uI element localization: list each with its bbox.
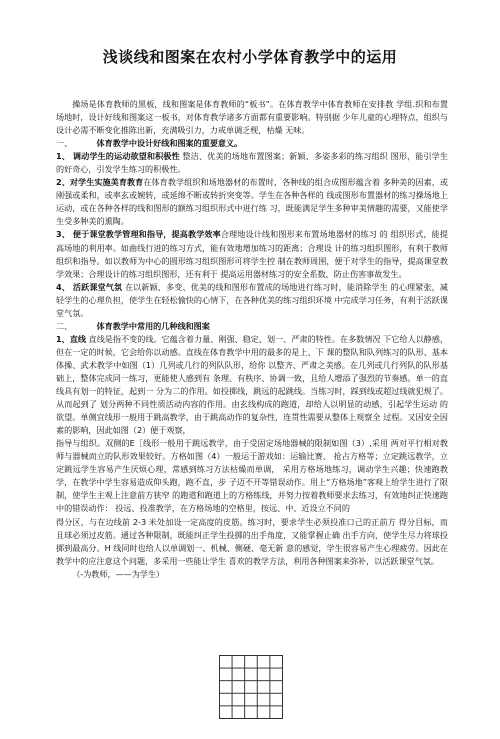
section-1-item-2	[56, 176, 448, 228]
section-2-heading	[56, 320, 448, 333]
item-text: 直线是指不变的线。它蕴含着力量、刚强、稳定、划一、严肃的特性。在多数情况 下它给人以静感，但在一定的时候，它会给你以动感。直线在体育教学中用的最多的是上、下 课的整队和队列练习的队形、基本体操、武术教学中如图（1）几列或几行的列队队形，给你 以整齐、严肃之美感。在几列或几行列队的队形基础上，整体完成同一练习，更能使人感到有 条理、有秩序、协调一致，且给人增添了强烈的节奏感。单一的直线具有划一的特征，起到一 分为二的作用。如投掷线，跳远的起跳线。当练习时，踩到线或超过线就犯规了。从而起到了 划分两种不同性质活动内容的作用。由玄线构成的跑道，却给人以明显的动感，引起学生运动 的欲望。单侧宜线形一般用于跳高教学，由于跳高动作的复杂性，连贯性需要从整体上观察全 过程。又因安全因素的影响，因此如图（2）便于观察，	[56, 333, 448, 436]
section-1-heading	[56, 137, 448, 150]
figure-caption: （-为教师，——为学生）	[72, 568, 165, 579]
section-2-paragraph-2: 指导与组织。双侧的E［线形一般用于跳远教学，由于受固定场地器械的限制如图（3）,采用 两对平行相对教师与器械而立的队形效果较好。方格如图（4）一般运于游戏如：运输比赛、 抢占方格等；立定跳远教学，立定跳远学生容易产生厌烦心理，常感到练习方法枯燥而单调， 采用方格场地练习，调动学生兴趣；快速跑教学，在教学中学生容易造成仰头跑，跑不直，步 子迈不开等错误动作。用上“方格场地”客观上给学生进行了限制，使学生主观上注意前方狭窄 的跑道和跑道上的方格练线，并努力按着教师要求去练习，有效地纠正快速跑中的错误动作： 投远、投准教学，在方格场地的空格里，按远、中、近设立不同的	[56, 438, 448, 514]
section-1-item-4	[56, 281, 448, 320]
document-body	[56, 98, 448, 581]
item-lead: 3、 便于课堂教学管理和指导，提高教学效率	[56, 229, 221, 240]
item-text: 合理地设计线和图形来布置场地器材的练习 的 组织形式，能提高场地的利用率。如曲线行进的练习方式，能有效地增加练习的距离；合理设 计的练习组织图形，有利于教师组织和指导。如以教师为中心的圆形练习组织图形可将学生控 制在教师周围，便于对学生的指导，提高课堂教学效果；合理设计的练习组织图形，还有利于 提高运用器材练习的安全系数，防止伤害事故发生。	[56, 229, 448, 279]
section-1-title: 体育教学中设计好线和图案的重要意义。	[96, 138, 243, 149]
item-lead: 1、直线	[56, 333, 86, 344]
item-text: 整洁、优美的场地布置图案；新颖、多姿多彩的练习组织 图形，能引学生的好奇心，引发学生练习的积极性。	[56, 151, 448, 175]
document-title: 浅谈线和图案在农村小学体育教学中的运用	[102, 48, 398, 66]
grid-figure	[219, 655, 283, 719]
intro-paragraph: 操场是体育教师的黑板，线和图案是体育教师的“板书”。在体育教学中体育教师在安排教 学组.织和布置场地时，设计好线和图案这一板书，对体育教学诸多方面都有重要影响。特别据 少年儿童的心理特点，组织与设计必需不断变化推陈出新，充满吸引力，力戒单调乏枧，枯燥 无味。	[56, 99, 448, 136]
section-1-item-3	[56, 228, 448, 280]
section-2-title: 体育教学中常用的几种线和图案	[96, 320, 210, 331]
section-1-number: 一、	[56, 138, 73, 149]
section-2-paragraph-3: 得分区，与在边线前 2-3 米处加设一定高度的皮筋。练习时，要求学生必须投准口己的正前方 得分目标，而且球必须过皮筋。通过各种限制，既能纠正学生投掷的出手角度，又能掌握止确 出手方向，使学生尽力将球投掷到最高分。H 线同时也给人以单调划一、机械、侧硬、毫无新 意的感觉，学生很容易产生心理疲劳。因此在教学中的应注意这个问题，多采用一些能让学生 喜欢的教学方法，利用各种图案来弥补，以活跃课堂气氛。	[56, 516, 448, 566]
item-text: 在体育教学组织和场地器材的布置时，各种线的组合成图形蕴含着 多种美的因素，或刚强或柔和，或率玄或婉转，或延绵不断或转折突变等。学生在各种各样的 线或图形布置器材的练习操场地上运动，或在各种各样的线和图形的额练习组织形式中进行练 习，既能满足学生多种审美情趣的需要，又能使学生受多种美的熏陶。	[56, 177, 448, 227]
section-1-item-1	[56, 150, 448, 176]
item-lead: 4、 活跃课堂气氛	[56, 281, 123, 292]
item-lead: 2、对学生实施美育教育	[56, 177, 144, 188]
item-lead: 1、 调动学生的运动欲望和积极性	[56, 151, 180, 162]
item-text: 在以新颖、多变、优美的线和图形布置成的场地进行练习时，能消除学生 的心理紧张，减轻学生的心理负担，使学生在轻松愉快的心情下，在各种优美的练习组织环境 中完成学习任务，有利于活跃课堂气氛。	[56, 281, 449, 318]
section-2-number: 二、	[56, 320, 73, 331]
section-2-item-1	[56, 333, 448, 437]
